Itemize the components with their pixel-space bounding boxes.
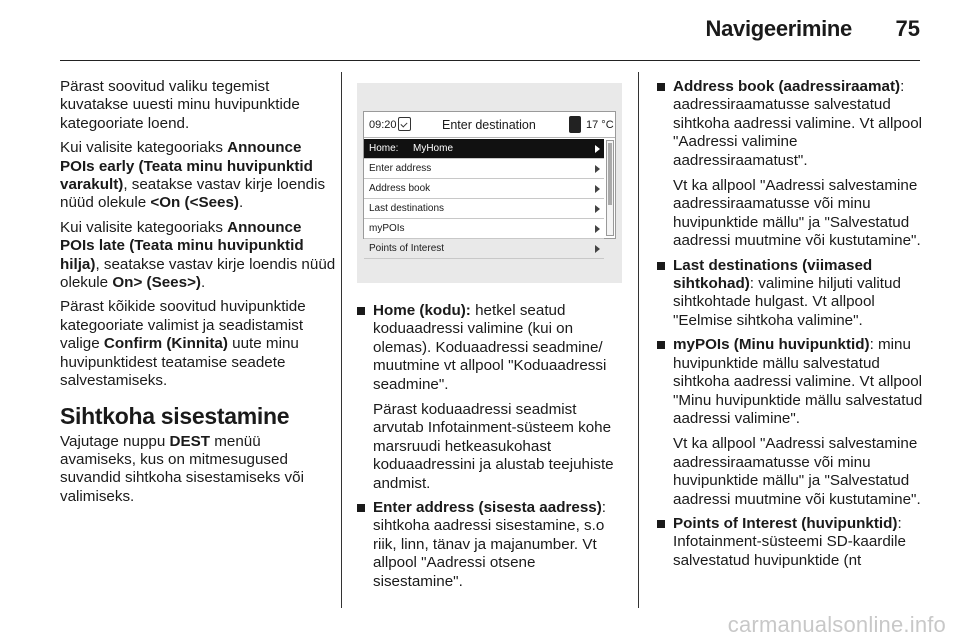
section-heading: Sihtkoha sisestamine bbox=[60, 402, 290, 429]
menu-item-home bbox=[364, 139, 604, 159]
menu-item-value: MyHome bbox=[413, 143, 454, 154]
paragraph bbox=[60, 139, 336, 213]
text: : sihtkoha aadressi sisestamine, s.o riik, linn, tänav ja majanumber. Vt allpool "Aadressi otsene sisestamine". bbox=[373, 499, 607, 590]
bold-text: Last destinations (viimased sihtkohad) bbox=[673, 256, 873, 293]
screen-title: Enter destination bbox=[442, 118, 536, 132]
menu-item-enter-address bbox=[364, 159, 604, 179]
infotainment-screen bbox=[363, 111, 616, 254]
text: uute minu huvipunktidest teatamise seadete salvestamiseks. bbox=[60, 335, 299, 390]
bullet-subparagraph: Pärast koduaadressi seadmist arvutab Infotainment-süsteem kohe marsruudi hetkeasukohast koduaadressini ja alustab teejuhiste andmist. bbox=[373, 401, 614, 492]
menu-item-label: Home: bbox=[369, 143, 399, 154]
bullet-icon bbox=[357, 504, 365, 512]
watermark: carmanualsonline.info bbox=[727, 612, 946, 637]
text: : Infotainment-süsteemi SD-kaardile salvestatud huvipunktide (nt bbox=[673, 514, 906, 569]
bullet-text bbox=[673, 78, 925, 170]
bold-text: Announce POIs late (Teata minu huvipunktid hilja) bbox=[60, 218, 304, 273]
bold-text: Confirm (Kinnita) bbox=[103, 335, 228, 353]
bold-text: On> (Sees>) bbox=[112, 274, 201, 292]
bullet-icon bbox=[657, 262, 665, 270]
menu-item-label: Points of Interest bbox=[369, 243, 445, 254]
menu-item-label: myPOIs bbox=[369, 223, 405, 234]
bullet-text bbox=[373, 499, 625, 591]
bullet-item bbox=[357, 499, 625, 591]
column-divider-2 bbox=[638, 72, 639, 608]
destination-menu bbox=[364, 139, 604, 259]
text: Kui valisite kategooriaks bbox=[60, 218, 228, 236]
text: menüü avamiseks, kus on mitmesugused suvandid sihtkoha sisestamiseks või valimiseks. bbox=[60, 432, 304, 505]
bullet-item bbox=[657, 257, 925, 331]
text: Kui valisite kategooriaks bbox=[60, 139, 228, 157]
column-right bbox=[657, 78, 925, 576]
bold-text: Address book (aadressiraamat) bbox=[673, 78, 901, 95]
arrow-right-icon bbox=[595, 225, 600, 233]
bullet-subparagraph: Vt ka allpool "Aadressi salvestamine aadressiraamatusse või minu huvipunktide mällu" ja "Salvestatud aadressi muutmine või kustutamine". bbox=[673, 435, 921, 508]
bullet-item bbox=[657, 336, 925, 509]
arrow-right-icon bbox=[595, 205, 600, 213]
temperature: 17 °C bbox=[586, 119, 614, 131]
page-title: Navigeerimine bbox=[705, 16, 852, 41]
column-middle bbox=[357, 302, 625, 597]
screen-figure bbox=[357, 83, 622, 283]
bullet-icon bbox=[657, 83, 665, 91]
bold-text: Points of Interest (huvipunktid) bbox=[673, 514, 898, 532]
bullet-item bbox=[657, 78, 925, 251]
page-number: 75 bbox=[895, 16, 920, 41]
column-left bbox=[60, 78, 336, 512]
bold-text: Announce POIs early (Teata minu huvipunktid varakult) bbox=[60, 139, 313, 194]
bold-text: myPOIs (Minu huvipunktid) bbox=[673, 336, 870, 354]
arrow-right-icon bbox=[595, 185, 600, 193]
menu-item-address-book bbox=[364, 179, 604, 199]
text: Pärast kõikide soovitud huvipunktide kategooriate valimist ja seadistamist valige bbox=[60, 298, 306, 353]
menu-item-mypois bbox=[364, 219, 604, 239]
menu-item-points-of-interest bbox=[364, 239, 604, 259]
bullet-icon bbox=[657, 520, 665, 528]
menu-item-label: Enter address bbox=[369, 163, 432, 174]
text: , seatakse vastav kirje loendis nüüd olekule bbox=[60, 176, 326, 212]
header-rule bbox=[60, 60, 920, 61]
bullet-icon bbox=[657, 341, 665, 349]
bullet-text bbox=[673, 515, 925, 570]
bullet-item bbox=[657, 515, 925, 570]
menu-item-label: Last destinations bbox=[369, 203, 445, 214]
bold-text: Home (kodu): bbox=[373, 302, 471, 319]
bullet-text bbox=[373, 302, 625, 394]
bullet-subparagraph: Vt ka allpool "Aadressi salvestamine aadressiraamatusse või minu huvipunktide mällu" ja "Salvestatud aadressi muutmine või kustutamine". bbox=[673, 177, 921, 250]
scrollbar bbox=[606, 140, 614, 236]
paragraph bbox=[60, 433, 336, 507]
bullet-text bbox=[673, 257, 925, 331]
back-icon bbox=[398, 117, 411, 131]
bullet-item bbox=[357, 302, 625, 493]
text: . bbox=[239, 194, 244, 212]
menu-item-label: Address book bbox=[369, 183, 431, 194]
menu-item-last-destinations bbox=[364, 199, 604, 219]
bullet-text bbox=[673, 336, 925, 428]
page-header bbox=[0, 0, 960, 62]
screen-top-bar bbox=[364, 112, 615, 138]
thermometer-icon bbox=[569, 116, 581, 133]
paragraph bbox=[60, 219, 336, 293]
text: Vajutage nuppu bbox=[60, 432, 170, 450]
arrow-right-icon bbox=[595, 165, 600, 173]
clock: 09:20 bbox=[369, 119, 397, 131]
bold-text: <On (<Sees) bbox=[150, 194, 239, 212]
bold-text: Enter address (sisesta aadress) bbox=[373, 499, 602, 517]
text: : valimine hiljuti valitud sihtkohtade hulgast. Vt allpool "Eelmise sihtkoha valimine". bbox=[673, 275, 901, 329]
text: : minu huvipunktide mällu salvestatud sihtkoha aadressi valimine. Vt allpool "Minu huvipunktide mällu salvestatud aadressi valimine". bbox=[673, 336, 923, 427]
text: . bbox=[201, 274, 206, 292]
scrollbar-thumb bbox=[608, 143, 612, 205]
bold-text: DEST bbox=[169, 432, 211, 450]
paragraph: Pärast soovitud valiku tegemist kuvatakse uuesti minu huvipunktide kategooriate loend. bbox=[60, 78, 300, 132]
paragraph bbox=[60, 298, 336, 390]
text: : aadressiraamatusse salvestatud sihtkoha aadressi valimine. Vt allpool "Aadressi valimine aadressiraamatust". bbox=[673, 78, 923, 169]
text: hetkel seatud koduaadressi valimine (kui on olemas). Koduaadressi seadmine/ muutmine vt allpool "Koduaadressi seadmine". bbox=[373, 302, 607, 393]
column-divider-1 bbox=[341, 72, 342, 608]
text: , seatakse vastav kirje loendis nüüd olekule bbox=[60, 255, 336, 292]
bullet-icon bbox=[357, 307, 365, 315]
arrow-right-icon bbox=[595, 245, 600, 253]
arrow-right-icon bbox=[595, 145, 600, 153]
